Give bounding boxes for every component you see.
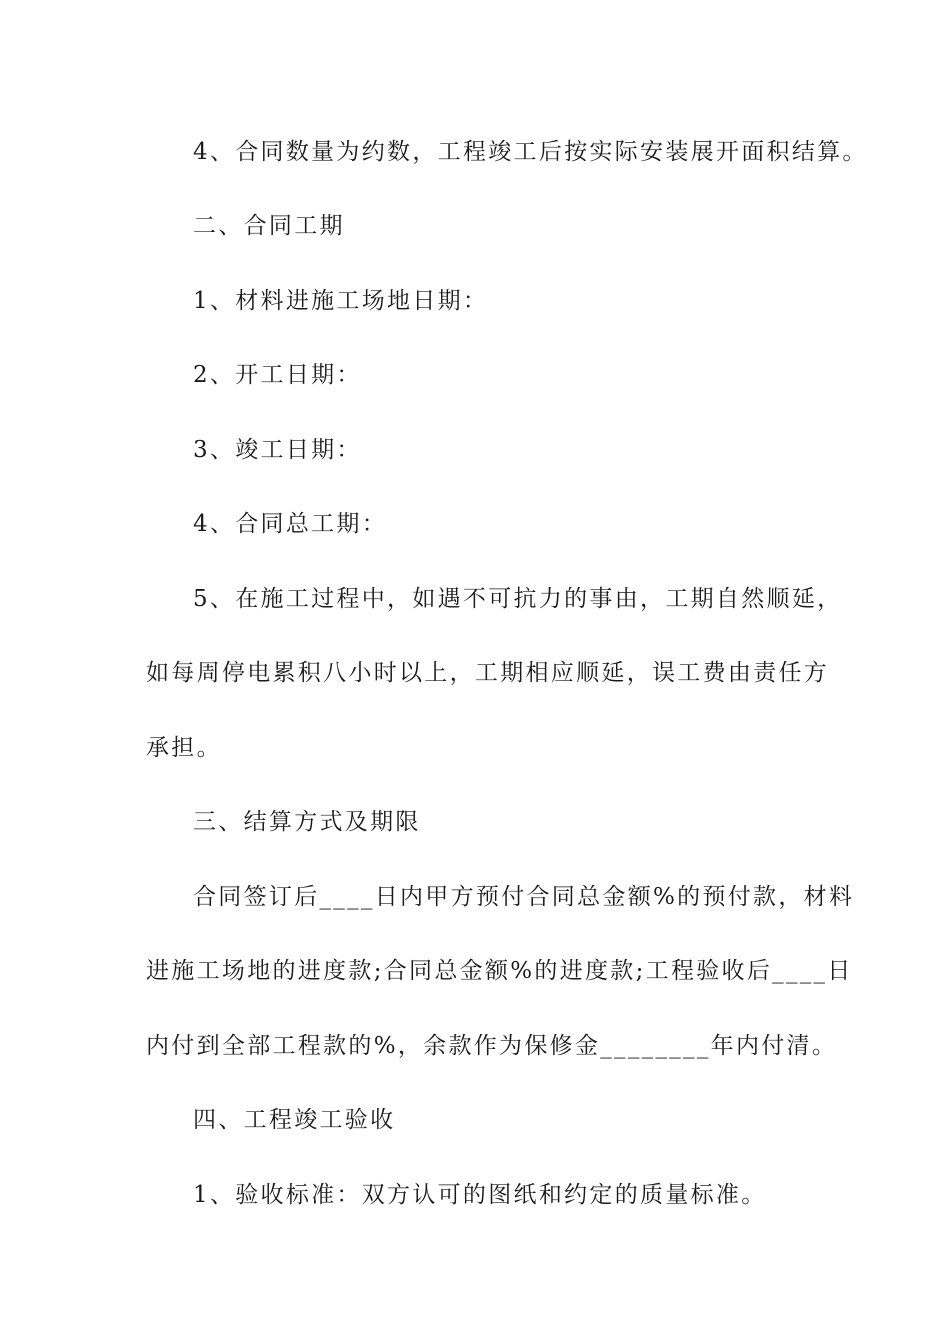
settlement-paragraph-line-3: 内付到全部工程款的%，余款作为保修金________年内付清。 <box>146 1033 838 1059</box>
section-heading-settlement: 三、结算方式及期限 <box>193 809 421 835</box>
section-heading-acceptance: 四、工程竣工验收 <box>193 1107 396 1133</box>
clause-2-start-date: 2、开工日期： <box>193 362 362 388</box>
settlement-paragraph-line-2: 进施工场地的进度款;合同总金额%的进度款;工程验收后____日 <box>146 958 853 984</box>
clause-5-continuation: 如每周停电累积八小时以上，工期相应顺延，误工费由责任方 <box>146 660 830 686</box>
clause-5-force-majeure: 5、在施工过程中，如遇不可抗力的事由，工期自然顺延， <box>193 586 843 612</box>
clause-1-acceptance-standard: 1、验收标准：双方认可的图纸和约定的质量标准。 <box>193 1182 767 1208</box>
clause-5-end: 承担。 <box>146 735 222 761</box>
clause-4-contract-quantity: 4、合同数量为约数，工程竣工后按实际安装展开面积结算。 <box>193 139 868 165</box>
section-heading-contract-period: 二、合同工期 <box>193 213 345 239</box>
clause-1-material-entry-date: 1、材料进施工场地日期： <box>193 288 489 314</box>
settlement-paragraph-line-1: 合同签订后____日内甲方预付合同总金额%的预付款，材料 <box>193 884 855 910</box>
clause-4-total-period: 4、合同总工期： <box>193 511 388 537</box>
clause-3-completion-date: 3、竣工日期： <box>193 437 362 463</box>
